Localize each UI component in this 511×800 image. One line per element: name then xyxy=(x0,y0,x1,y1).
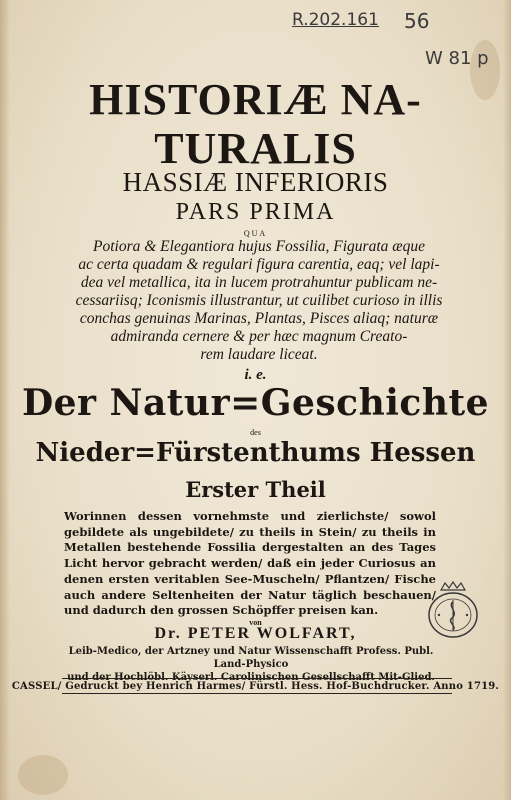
title-line-4: PARS PRIMA xyxy=(175,199,336,225)
latin-line: rem laudare liceat. xyxy=(200,346,318,363)
des-label: des xyxy=(250,428,261,437)
credits-line: Leib-Medico, der Artzney und Natur Wissenschafft Profess. Publ. Land-Physico xyxy=(68,646,434,670)
handwritten-shelf-mark: W 81 p xyxy=(425,48,489,69)
latin-line: cessariisq; Iconismis illustrantur, ut cuilibet curioso in illis xyxy=(75,292,443,309)
paper-stain xyxy=(18,755,68,795)
latin-line: ac certa quadam & regulari figura carentia, eaq; vel lapi- xyxy=(78,256,440,273)
credits-line: und der Hochlöbl. Käyserl. Carolinischen Gesellschafft Mit-Glied. xyxy=(67,672,435,683)
imprint-rule-top xyxy=(62,678,452,679)
handwritten-page-number: 56 xyxy=(404,9,430,33)
imprint-line: CASSEL/ Gedruckt bey Henrich Harmes/ Fürstl. Hess. Hof-Buchdrucker. Anno 1719. xyxy=(11,681,500,692)
von-label: von xyxy=(249,618,262,627)
ie-label: i. e. xyxy=(244,367,267,383)
qua-label: QUA xyxy=(243,229,268,238)
latin-description xyxy=(54,238,464,364)
german-title-3: Erster Theil xyxy=(185,477,326,502)
library-stamp-icon xyxy=(425,580,481,640)
latin-line: conchas genuinas Marinas, Plantas, Pisces aliaq; naturæ xyxy=(79,310,439,327)
latin-line: dea vel metallica, ita in lucem protrahuntur publicam ne- xyxy=(80,274,438,291)
title-line-3: HASSIÆ INFERIORIS xyxy=(122,167,389,197)
latin-line: admiranda cernere & per hæc magnum Creato- xyxy=(110,328,408,345)
author-name: Dr. PETER WOLFART, xyxy=(154,625,357,642)
german-title-1: Der Natur=Geschichte xyxy=(21,382,490,424)
german-title-2: Nieder=Fürstenthums Hessen xyxy=(35,438,476,468)
imprint-rule-bottom xyxy=(62,693,452,694)
handwritten-call-number: R.202.161 xyxy=(292,10,379,30)
title-line-2: TURALIS xyxy=(154,124,357,173)
latin-line: Potiora & Elegantiora hujus Fossilia, Figurata æque xyxy=(93,238,425,255)
german-description: Worinnen dessen vornehmste und zierlichste/ sowol gebildete als ungebildete/ zu theils in Stein/ zu theils in Metallen bestehende Fossilia dergestalten an des Tages Licht hervor gebracht werden/ daß ein jeder Curiosus an denen ersten veritablen See-Muscheln/ Pflantzen/ Fische auch andere Seltenheiten der Natur täglich beschauen/ und dadurch den grossen Schöpffer preisen kan. xyxy=(64,509,436,618)
title-line-1: HISTORIÆ NA- xyxy=(89,75,422,124)
